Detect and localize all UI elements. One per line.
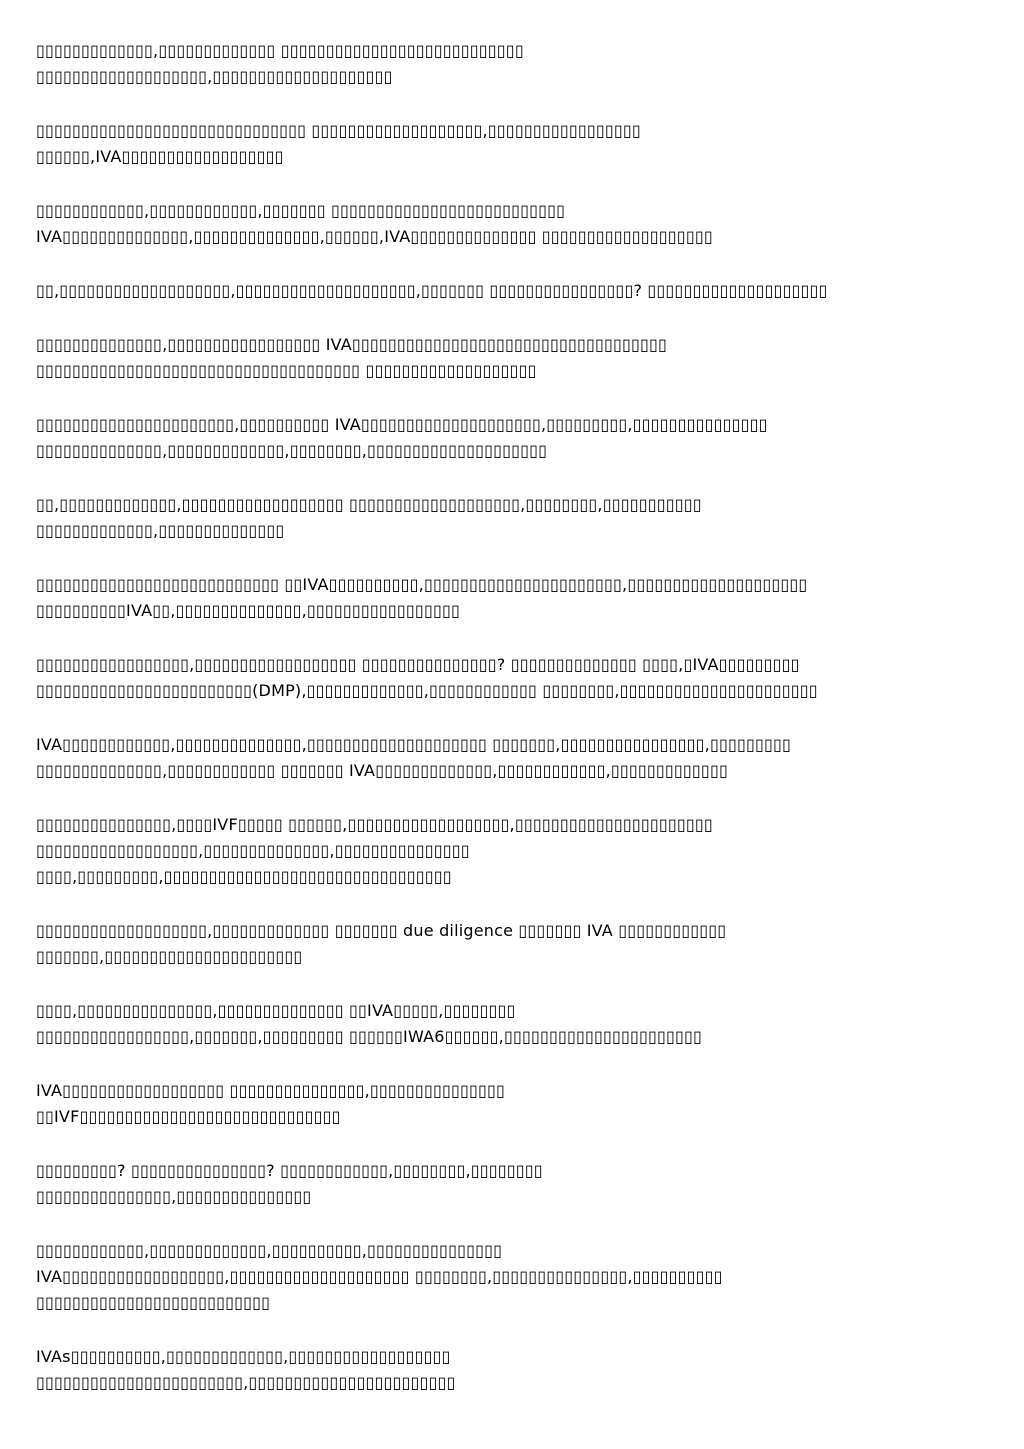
- text-line: ▯▯▯▯▯▯▯▯▯▯▯▯▯▯▯▯▯▯▯▯▯▯,▯▯▯▯▯▯▯▯▯▯ IVA▯▯▯▯▯▯▯▯▯▯▯▯▯▯▯▯▯▯▯▯,▯▯▯▯▯▯▯▯▯,▯▯▯▯▯▯▯▯▯▯▯▯▯▯▯: [36, 415, 768, 434]
- text-line: IVA▯▯▯▯▯▯▯▯▯▯▯▯,▯▯▯▯▯▯▯▯▯▯▯▯▯▯,▯▯▯▯▯▯▯▯▯▯▯▯▯▯▯▯▯▯▯▯ ▯▯▯▯▯▯▯,▯▯▯▯▯▯▯▯▯▯▯▯▯▯▯▯,▯▯▯▯▯▯▯▯▯: [36, 735, 791, 754]
- text-line: ▯▯▯▯▯▯▯▯▯▯▯▯▯▯▯▯▯,▯▯▯▯▯▯▯,▯▯▯▯▯▯▯▯▯ ▯▯▯▯▯▯IWA6▯▯▯▯▯▯,▯▯▯▯▯▯▯▯▯▯▯▯▯▯▯▯▯▯▯▯▯▯: [36, 1027, 703, 1046]
- paragraph: [36, 652, 964, 704]
- text-line: ▯▯▯▯▯▯▯▯▯▯▯▯▯▯▯▯▯▯▯▯▯▯▯,▯▯▯▯▯▯▯▯▯▯▯▯▯▯▯▯▯▯▯▯▯▯▯: [36, 1373, 456, 1392]
- text-line: IVA▯▯▯▯▯▯▯▯▯▯▯▯▯▯,▯▯▯▯▯▯▯▯▯▯▯▯▯▯,▯▯▯▯▯▯,IVA▯▯▯▯▯▯▯▯▯▯▯▯▯▯ ▯▯▯▯▯▯▯▯▯▯▯▯▯▯▯▯▯▯▯: [36, 227, 713, 246]
- text-line: ▯▯▯▯▯▯▯▯▯▯▯▯,▯▯▯▯▯▯▯▯▯▯▯▯,▯▯▯▯▯▯▯ ▯▯▯▯▯▯▯▯▯▯▯▯▯▯▯▯▯▯▯▯▯▯▯▯▯▯: [36, 201, 566, 220]
- body-text: [36, 38, 964, 1396]
- text-line: ▯▯▯▯,▯▯▯▯▯▯▯▯▯,▯▯▯▯▯▯▯▯▯▯▯▯▯▯▯▯▯▯▯▯▯▯▯▯▯▯▯▯▯▯▯▯: [36, 867, 452, 886]
- paragraph: [36, 38, 964, 90]
- text-line: ▯▯▯▯,▯▯▯▯▯▯▯▯▯▯▯▯▯▯▯,▯▯▯▯▯▯▯▯▯▯▯▯▯▯ ▯▯IVA▯▯▯▯▯,▯▯▯▯▯▯▯▯: [36, 1001, 516, 1020]
- paragraph: [36, 998, 964, 1050]
- text-line: IVAs▯▯▯▯▯▯▯▯▯▯,▯▯▯▯▯▯▯▯▯▯▯▯▯,▯▯▯▯▯▯▯▯▯▯▯▯▯▯▯▯▯▯: [36, 1347, 451, 1366]
- text-line: ▯▯,▯▯▯▯▯▯▯▯▯▯▯▯▯▯▯▯▯▯▯,▯▯▯▯▯▯▯▯▯▯▯▯▯▯▯▯▯▯▯▯,▯▯▯▯▯▯▯ ▯▯▯▯▯▯▯▯▯▯▯▯▯▯▯▯? ▯▯▯▯▯▯▯▯▯▯▯▯▯▯▯▯▯▯▯▯: [36, 281, 828, 300]
- paragraph: [36, 332, 964, 384]
- paragraph: [36, 1344, 964, 1396]
- paragraph: [36, 1238, 964, 1316]
- text-line: ▯▯▯▯▯▯▯▯▯▯▯▯▯▯▯▯▯▯▯▯▯▯▯▯▯▯▯ ▯▯IVA▯▯▯▯▯▯▯▯▯▯,▯▯▯▯▯▯▯▯▯▯▯▯▯▯▯▯▯▯▯▯▯▯,▯▯▯▯▯▯▯▯▯▯▯▯▯▯▯▯▯▯▯▯: [36, 575, 808, 594]
- paragraph: [36, 412, 964, 464]
- text-line: ▯▯▯▯▯▯▯▯▯▯▯▯,▯▯▯▯▯▯▯▯▯▯▯▯▯,▯▯▯▯▯▯▯▯▯▯,▯▯▯▯▯▯▯▯▯▯▯▯▯▯▯: [36, 1241, 503, 1260]
- text-line: ▯▯▯▯▯▯▯▯▯▯▯▯▯▯▯,▯▯▯▯IVF▯▯▯▯▯ ▯▯▯▯▯▯,▯▯▯▯▯▯▯▯▯▯▯▯▯▯▯▯▯▯,▯▯▯▯▯▯▯▯▯▯▯▯▯▯▯▯▯▯▯▯▯▯: [36, 815, 713, 834]
- paragraph: [36, 118, 964, 170]
- text-line: ▯▯▯▯▯▯,IVA▯▯▯▯▯▯▯▯▯▯▯▯▯▯▯▯▯▯: [36, 147, 284, 166]
- text-line: ▯▯▯▯▯▯▯▯▯▯▯▯▯▯▯▯▯▯,▯▯▯▯▯▯▯▯▯▯▯▯▯▯,▯▯▯▯▯▯▯▯▯▯▯▯▯▯▯: [36, 841, 470, 860]
- paragraph: [36, 1078, 964, 1130]
- text-line: ▯▯▯▯▯▯▯▯▯▯▯▯▯▯,▯▯▯▯▯▯▯▯▯▯▯▯ ▯▯▯▯▯▯▯ IVA▯▯▯▯▯▯▯▯▯▯▯▯▯,▯▯▯▯▯▯▯▯▯▯▯▯,▯▯▯▯▯▯▯▯▯▯▯▯▯: [36, 761, 728, 780]
- text-line: IVA▯▯▯▯▯▯▯▯▯▯▯▯▯▯▯▯▯▯ ▯▯▯▯▯▯▯▯▯▯▯▯▯▯▯,▯▯▯▯▯▯▯▯▯▯▯▯▯▯▯: [36, 1081, 505, 1100]
- text-line: ▯▯▯▯▯▯▯▯▯▯▯▯▯▯▯▯▯▯▯▯▯▯▯▯▯▯: [36, 1293, 271, 1312]
- text-line: ▯▯▯▯▯▯▯▯▯▯▯▯▯▯▯▯▯▯▯▯▯▯▯▯▯▯▯▯▯▯ ▯▯▯▯▯▯▯▯▯▯▯▯▯▯▯▯▯▯▯,▯▯▯▯▯▯▯▯▯▯▯▯▯▯▯▯▯: [36, 121, 641, 140]
- paragraph: [36, 732, 964, 784]
- text-line: ▯▯▯▯▯▯▯▯▯▯▯▯▯▯▯▯▯▯▯,▯▯▯▯▯▯▯▯▯▯▯▯▯ ▯▯▯▯▯▯▯ due diligence ▯▯▯▯▯▯▯ IVA ▯▯▯▯▯▯▯▯▯▯▯▯: [36, 921, 727, 940]
- paragraph: [36, 812, 964, 890]
- paragraph: [36, 198, 964, 250]
- text-line: IVA▯▯▯▯▯▯▯▯▯▯▯▯▯▯▯▯▯▯,▯▯▯▯▯▯▯▯▯▯▯▯▯▯▯▯▯▯▯▯ ▯▯▯▯▯▯▯▯,▯▯▯▯▯▯▯▯▯▯▯▯▯▯▯,▯▯▯▯▯▯▯▯▯▯: [36, 1267, 723, 1286]
- text-line: ▯▯▯▯▯▯▯▯▯▯▯▯▯▯▯▯▯▯▯▯▯▯▯▯(DMP),▯▯▯▯▯▯▯▯▯▯▯▯▯,▯▯▯▯▯▯▯▯▯▯▯▯ ▯▯▯▯▯▯▯▯,▯▯▯▯▯▯▯▯▯▯▯▯▯▯▯▯▯▯▯▯▯▯: [36, 681, 818, 700]
- text-line: ▯▯▯▯▯▯▯▯▯▯▯▯▯▯▯,▯▯▯▯▯▯▯▯▯▯▯▯▯▯▯: [36, 1187, 312, 1206]
- paragraph: [36, 572, 964, 624]
- text-line: ▯▯IVF▯▯▯▯▯▯▯▯▯▯▯▯▯▯▯▯▯▯▯▯▯▯▯▯▯▯▯▯▯: [36, 1107, 341, 1126]
- text-line: ▯▯▯▯▯▯▯▯▯▯▯▯▯▯▯▯▯▯▯▯▯▯▯▯▯▯▯▯▯▯▯▯▯▯▯▯ ▯▯▯▯▯▯▯▯▯▯▯▯▯▯▯▯▯▯▯: [36, 361, 537, 380]
- text-line: ▯▯▯▯▯▯▯▯▯▯▯▯▯,▯▯▯▯▯▯▯▯▯▯▯▯▯▯: [36, 521, 285, 540]
- text-line: ▯▯▯▯▯▯▯▯▯▯▯▯▯▯,▯▯▯▯▯▯▯▯▯▯▯▯▯▯▯▯▯ IVA▯▯▯▯▯▯▯▯▯▯▯▯▯▯▯▯▯▯▯▯▯▯▯▯▯▯▯▯▯▯▯▯▯▯▯: [36, 335, 668, 354]
- paragraph: [36, 492, 964, 544]
- paragraph: [36, 918, 964, 970]
- text-line: ▯▯,▯▯▯▯▯▯▯▯▯▯▯▯▯,▯▯▯▯▯▯▯▯▯▯▯▯▯▯▯▯▯▯ ▯▯▯▯▯▯▯▯▯▯▯▯▯▯▯▯▯▯▯,▯▯▯▯▯▯▯▯,▯▯▯▯▯▯▯▯▯▯▯: [36, 495, 702, 514]
- text-line: ▯▯▯▯▯▯▯▯▯▯▯▯▯▯▯▯▯,▯▯▯▯▯▯▯▯▯▯▯▯▯▯▯▯▯▯ ▯▯▯▯▯▯▯▯▯▯▯▯▯▯▯? ▯▯▯▯▯▯▯▯▯▯▯▯▯▯ ▯▯▯▯,▯IVA▯▯▯▯▯▯▯▯▯: [36, 655, 800, 674]
- text-line: ▯▯▯▯▯▯▯▯▯? ▯▯▯▯▯▯▯▯▯▯▯▯▯▯▯? ▯▯▯▯▯▯▯▯▯▯▯▯,▯▯▯▯▯▯▯▯,▯▯▯▯▯▯▯▯: [36, 1161, 543, 1180]
- text-line: ▯▯▯▯▯▯▯,▯▯▯▯▯▯▯▯▯▯▯▯▯▯▯▯▯▯▯▯▯▯: [36, 947, 303, 966]
- text-line: ▯▯▯▯▯▯▯▯▯▯▯▯▯,▯▯▯▯▯▯▯▯▯▯▯▯▯ ▯▯▯▯▯▯▯▯▯▯▯▯▯▯▯▯▯▯▯▯▯▯▯▯▯▯▯: [36, 41, 524, 60]
- text-line: ▯▯▯▯▯▯▯▯▯▯▯▯▯▯▯▯▯▯▯,▯▯▯▯▯▯▯▯▯▯▯▯▯▯▯▯▯▯▯▯: [36, 67, 393, 86]
- text-line: ▯▯▯▯▯▯▯▯▯▯IVA▯▯,▯▯▯▯▯▯▯▯▯▯▯▯▯▯,▯▯▯▯▯▯▯▯▯▯▯▯▯▯▯▯▯: [36, 601, 460, 620]
- paragraph: [36, 1158, 964, 1210]
- paragraph: [36, 278, 964, 304]
- text-line: ▯▯▯▯▯▯▯▯▯▯▯▯▯▯,▯▯▯▯▯▯▯▯▯▯▯▯▯,▯▯▯▯▯▯▯▯,▯▯▯▯▯▯▯▯▯▯▯▯▯▯▯▯▯▯▯▯: [36, 441, 548, 460]
